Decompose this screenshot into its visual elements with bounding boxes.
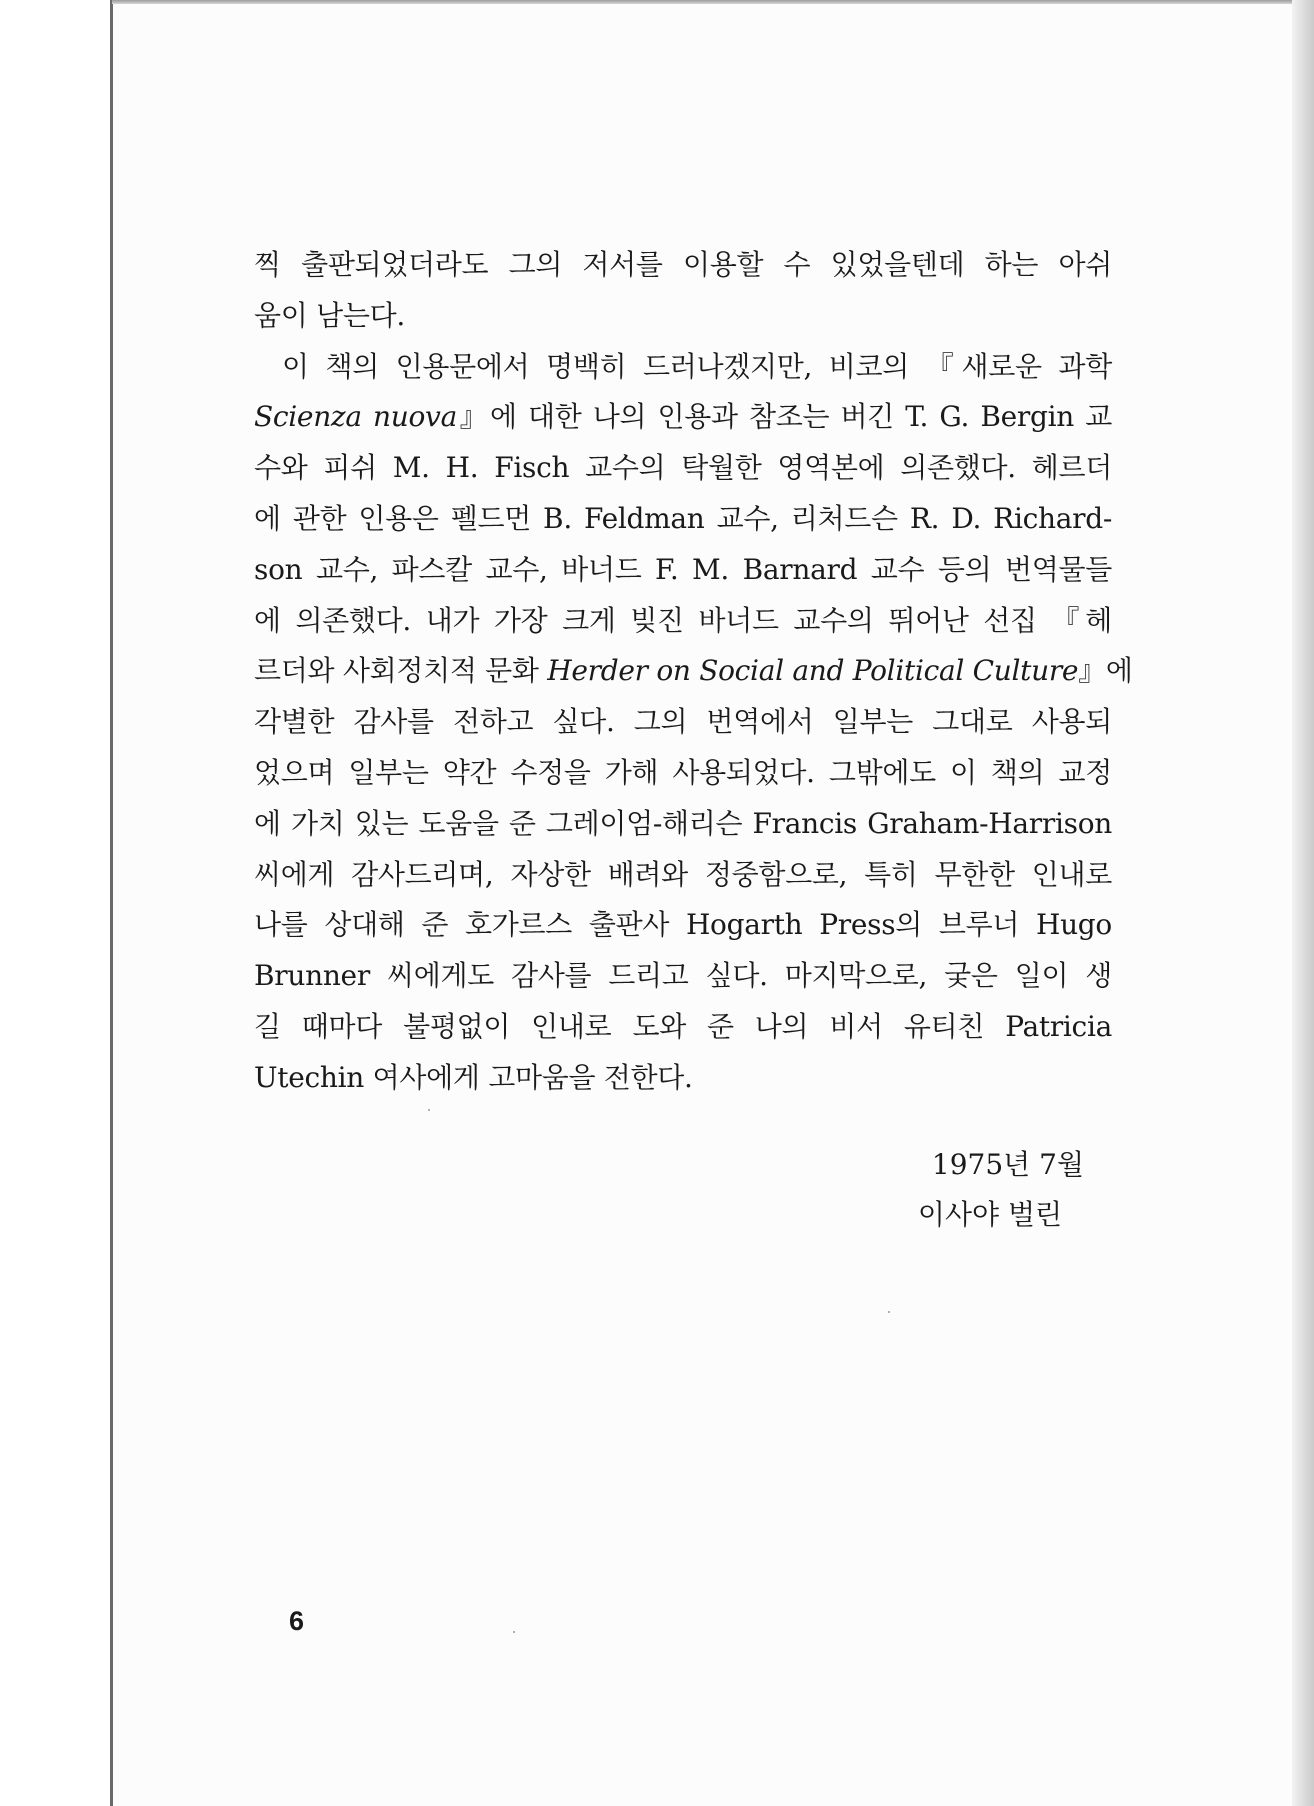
text-run: 』에 대한 나의 인용과 참조는 버긴 T. G. Bergin 교 — [456, 400, 1112, 434]
text-run: 르더와 사회정치적 문화 — [254, 654, 548, 688]
text-line — [254, 392, 1112, 443]
scan-speck — [513, 1631, 515, 1633]
italic-title: Herder on Social and Political Culture — [547, 654, 1079, 688]
text-run: 』에 — [1078, 654, 1133, 688]
text-line: 길 때마다 불평없이 인내로 도와 준 나의 비서 유티친 Patricia — [254, 1009, 1112, 1043]
scan-right-edge — [1292, 0, 1314, 1806]
text-line: 각별한 감사를 전하고 싶다. 그의 번역에서 일부는 그대로 사용되 — [254, 705, 1112, 739]
text-line: 수와 피쉬 M. H. Fisch 교수의 탁월한 영역본에 의존했다. 헤르더 — [254, 451, 1112, 485]
text-line — [254, 646, 1133, 697]
text-line: 움이 남는다. — [254, 298, 405, 332]
text-line: 이 책의 인용문에서 명백히 드러나겠지만, 비코의 『새로운 과학 — [282, 349, 1112, 383]
text-line: 찍 출판되었더라도 그의 저서를 이용할 수 있었을텐데 하는 아쉬 — [254, 248, 1112, 281]
text-line: 에 가치 있는 도움을 준 그레이엄-해리슨 Francis Graham-Harrison — [254, 806, 1112, 840]
text-line: 에 의존했다. 내가 가장 크게 빚진 바너드 교수의 뛰어난 선집 『헤 — [254, 603, 1112, 637]
scan-speck — [888, 1311, 890, 1313]
text-line: 씨에게 감사드리며, 자상한 배려와 정중함으로, 특히 무한한 인내로 — [254, 857, 1112, 891]
text-line: 에 관한 인용은 펠드먼 B. Feldman 교수, 리처드슨 R. D. Richard- — [254, 501, 1112, 535]
signature-date: 1975년 7월 — [931, 1148, 1084, 1181]
text-line: 었으며 일부는 약간 수정을 가해 사용되었다. 그밖에도 이 책의 교정 — [254, 755, 1112, 789]
signature-author: 이사야 벌린 — [917, 1198, 1063, 1231]
text-line: Utechin 여사에게 고마움을 전한다. — [254, 1060, 693, 1094]
body-text — [254, 240, 1133, 1104]
page-number: 6 — [289, 1606, 305, 1636]
scan-speck — [428, 1109, 430, 1111]
italic-title: Scienza nuova — [254, 400, 457, 434]
text-line: son 교수, 파스칼 교수, 바너드 F. M. Barnard 교수 등의 번역물들 — [254, 552, 1112, 586]
signature-block — [918, 1140, 1084, 1240]
text-line: Brunner 씨에게도 감사를 드리고 싶다. 마지막으로, 궂은 일이 생 — [254, 959, 1112, 993]
text-line: 나를 상대해 준 호가르스 출판사 Hogarth Press의 브루너 Hugo — [254, 908, 1112, 942]
